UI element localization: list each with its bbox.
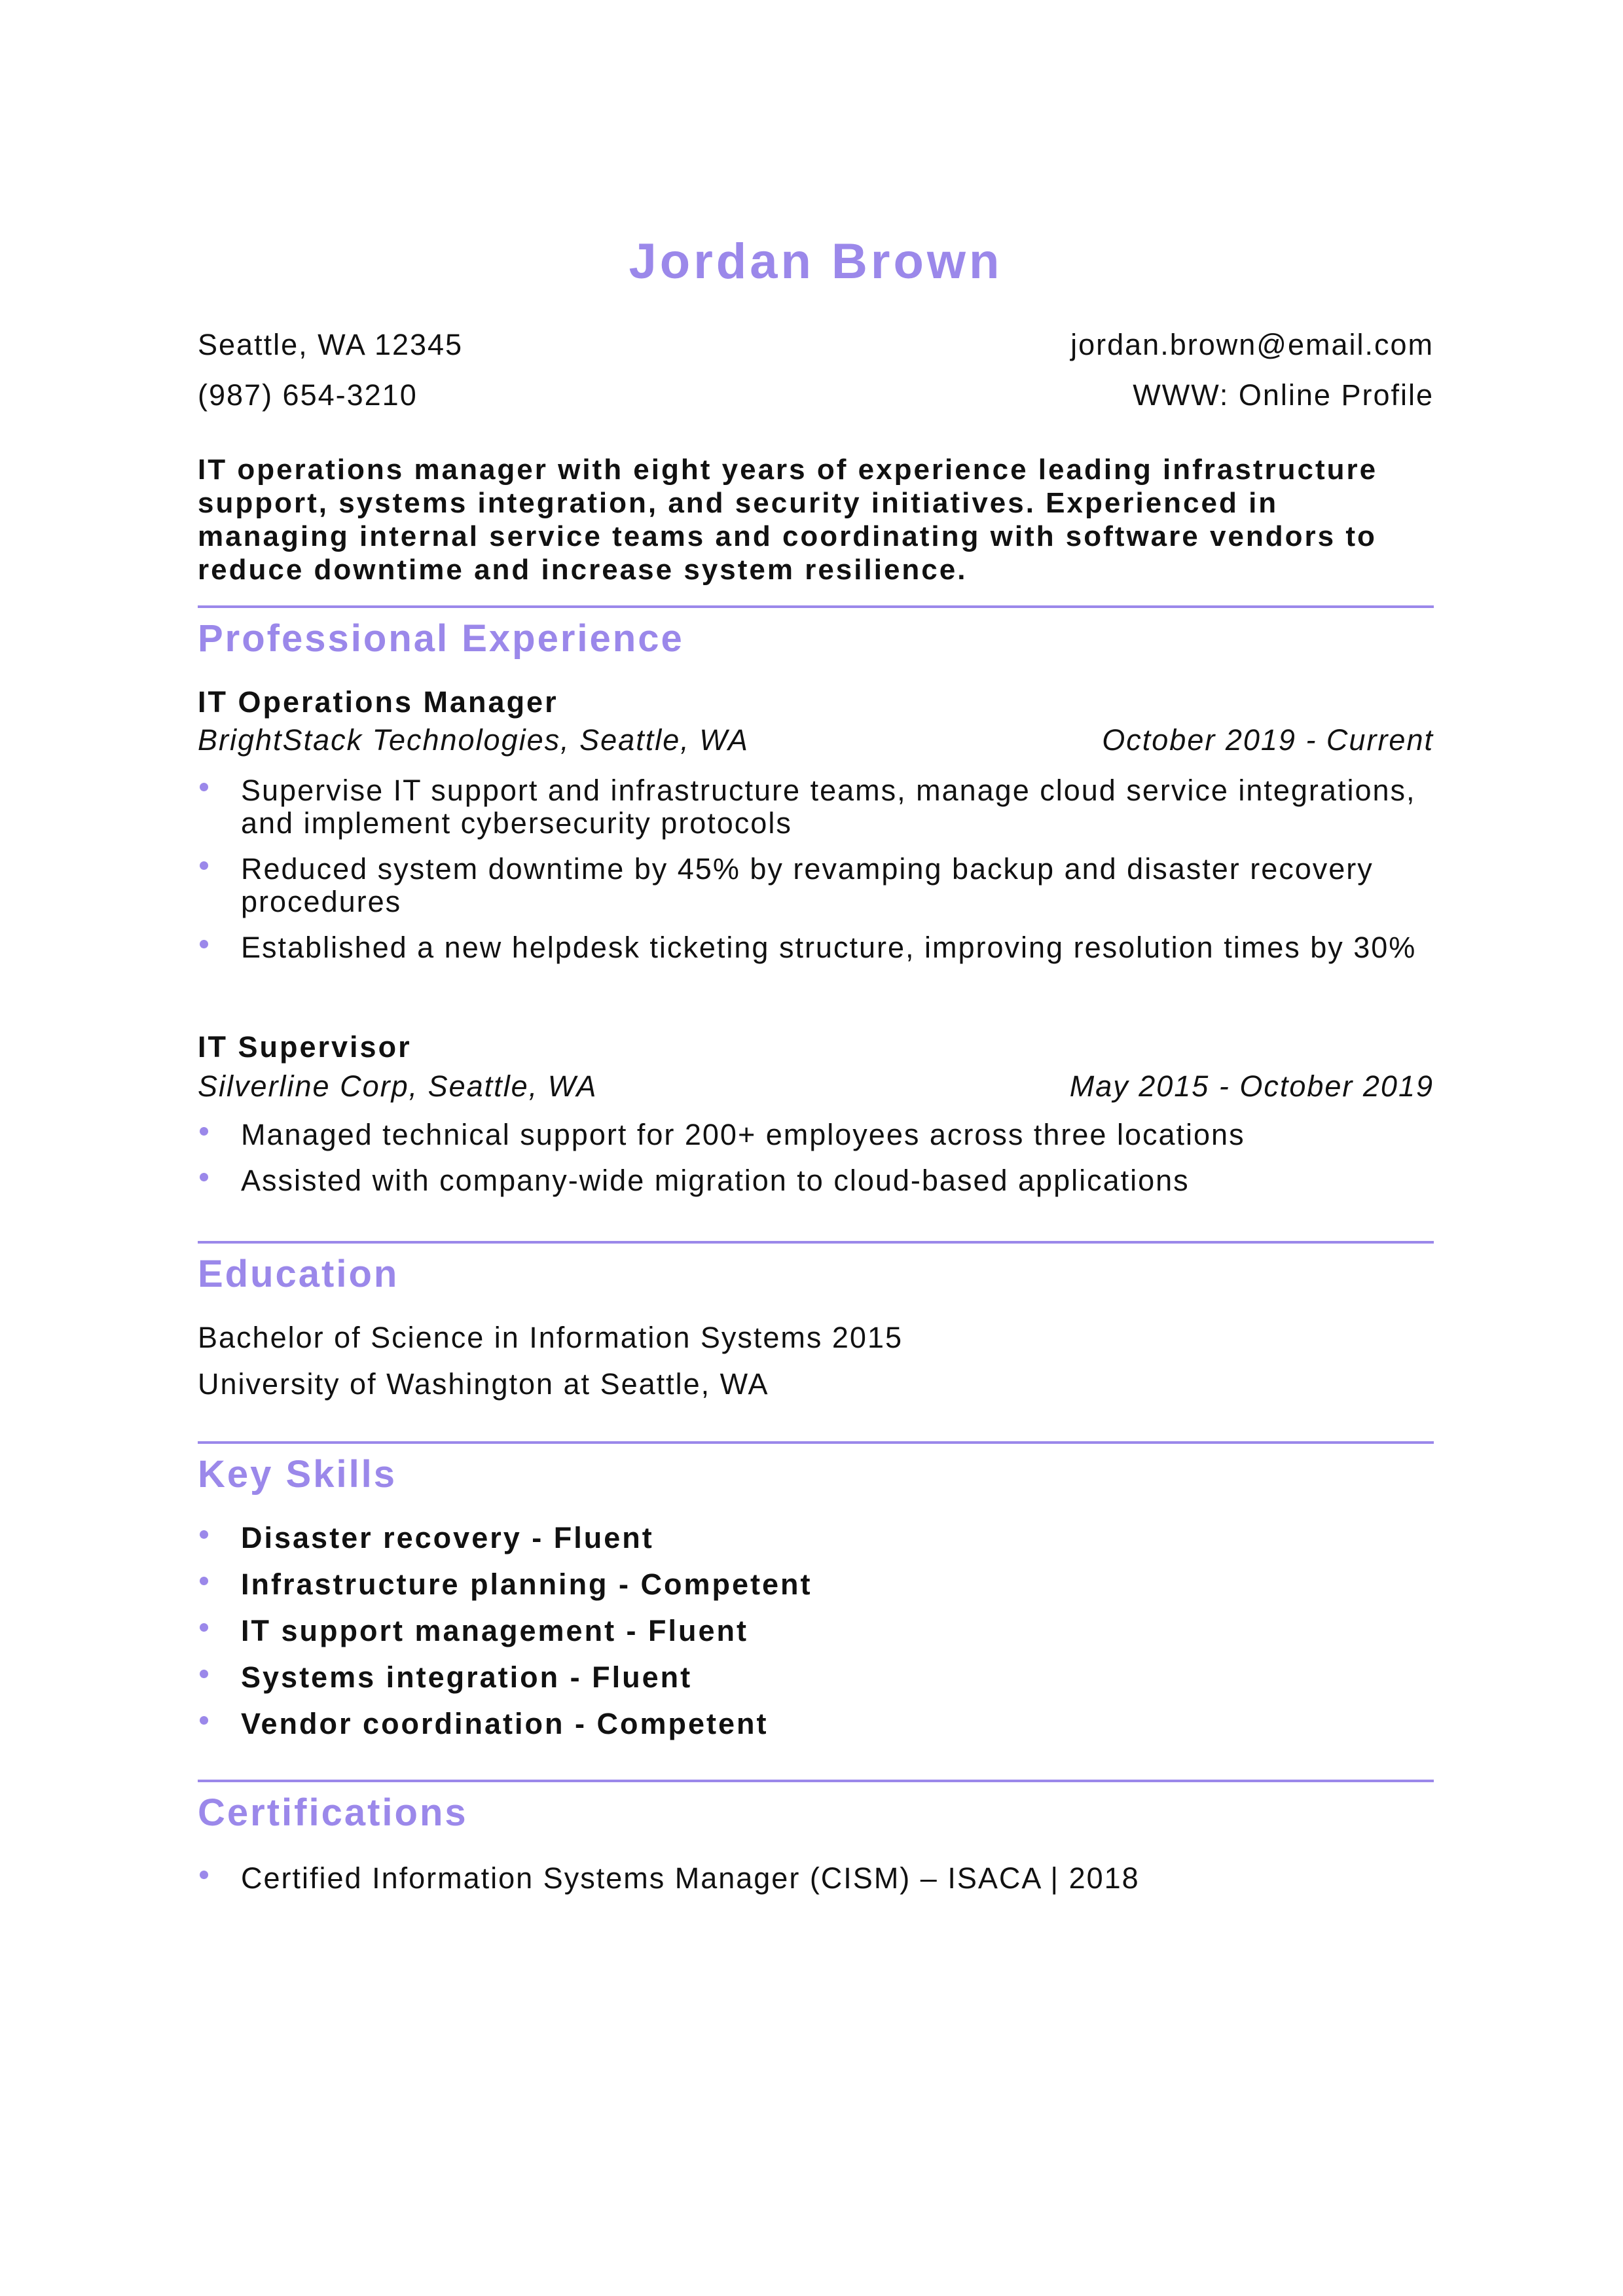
job-bullets <box>198 1119 1434 1197</box>
candidate-name: Jordan Brown <box>629 234 1003 289</box>
company-name: BrightStack Technologies, Seattle, WA <box>198 723 749 757</box>
list-item <box>198 1164 1434 1197</box>
bullet-icon <box>200 1623 208 1632</box>
skill-text: Infrastructure planning - Competent <box>241 1568 812 1601</box>
section-divider <box>198 1780 1434 1782</box>
certification-text: Certified Information Systems Manager (CISM) – ISACA | 2018 <box>241 1861 1140 1895</box>
list-item <box>198 1862 1434 1895</box>
bullet-icon <box>200 1871 208 1879</box>
bullet-text: Reduced system downtime by 45% by revamping backup and disaster recovery procedures <box>241 852 1374 918</box>
bullet-icon <box>200 940 208 948</box>
professional-summary: IT operations manager with eight years of experience leading infrastructure support, systems integration, and security initiatives. Experienced in managing internal service teams and coordinating with software vendors to reduce downtime and increase system resilience. <box>198 454 1378 586</box>
bullet-icon <box>200 861 208 870</box>
education-heading: Education <box>198 1253 399 1295</box>
skill-text: Disaster recovery - Fluent <box>241 1521 654 1554</box>
certifications-heading: Certifications <box>198 1791 468 1834</box>
job-meta <box>198 1071 1434 1101</box>
location-text: Seattle, WA 12345 <box>198 328 464 361</box>
degree-text: Bachelor of Science in Information Systems 2015 <box>198 1321 903 1354</box>
bullet-icon <box>200 1670 208 1678</box>
list-item <box>198 1615 1434 1647</box>
skill-text: IT support management - Fluent <box>241 1614 749 1647</box>
section-divider <box>198 605 1434 608</box>
section-divider <box>198 1441 1434 1444</box>
bullet-text: Assisted with company-wide migration to cloud-based applications <box>241 1164 1190 1197</box>
list-item <box>198 1661 1434 1694</box>
skills-heading: Key Skills <box>198 1453 397 1496</box>
skill-text: Vendor coordination - Competent <box>241 1707 769 1740</box>
list-item <box>198 853 1434 918</box>
experience-heading: Professional Experience <box>198 617 684 660</box>
skill-text: Systems integration - Fluent <box>241 1660 693 1694</box>
bullet-text: Established a new helpdesk ticketing structure, improving resolution times by 30% <box>241 931 1417 964</box>
job-title: IT Operations Manager <box>198 685 558 719</box>
job-title: IT Supervisor <box>198 1030 412 1064</box>
job-bullets <box>198 774 1434 964</box>
contact-row-1 <box>198 330 1434 359</box>
bullet-text: Supervise IT support and infrastructure teams, manage cloud service integrations, and implement cybersecurity protocols <box>241 774 1416 840</box>
job-meta <box>198 725 1434 755</box>
bullet-icon <box>200 1577 208 1585</box>
job-dates: October 2019 - Current <box>1102 723 1434 757</box>
certifications-list <box>198 1862 1434 1895</box>
bullet-icon <box>200 783 208 791</box>
contact-row-2 <box>198 380 1434 410</box>
list-item <box>198 1568 1434 1601</box>
skills-list <box>198 1522 1434 1740</box>
phone-text: (987) 654-3210 <box>198 378 418 412</box>
bullet-text: Managed technical support for 200+ employees across three locations <box>241 1118 1245 1151</box>
section-divider <box>198 1241 1434 1244</box>
job-dates: May 2015 - October 2019 <box>1069 1069 1434 1103</box>
list-item <box>198 1522 1434 1554</box>
company-name: Silverline Corp, Seattle, WA <box>198 1069 598 1103</box>
bullet-icon <box>200 1173 208 1181</box>
list-item <box>198 1708 1434 1740</box>
list-item <box>198 1119 1434 1151</box>
school-text: University of Washington at Seattle, WA <box>198 1367 769 1401</box>
website-link[interactable]: WWW: Online Profile <box>1133 378 1434 412</box>
list-item <box>198 774 1434 840</box>
bullet-icon <box>200 1530 208 1539</box>
bullet-icon <box>200 1127 208 1136</box>
list-item <box>198 931 1434 964</box>
email-link[interactable]: jordan.brown@email.com <box>1070 328 1434 361</box>
bullet-icon <box>200 1716 208 1725</box>
